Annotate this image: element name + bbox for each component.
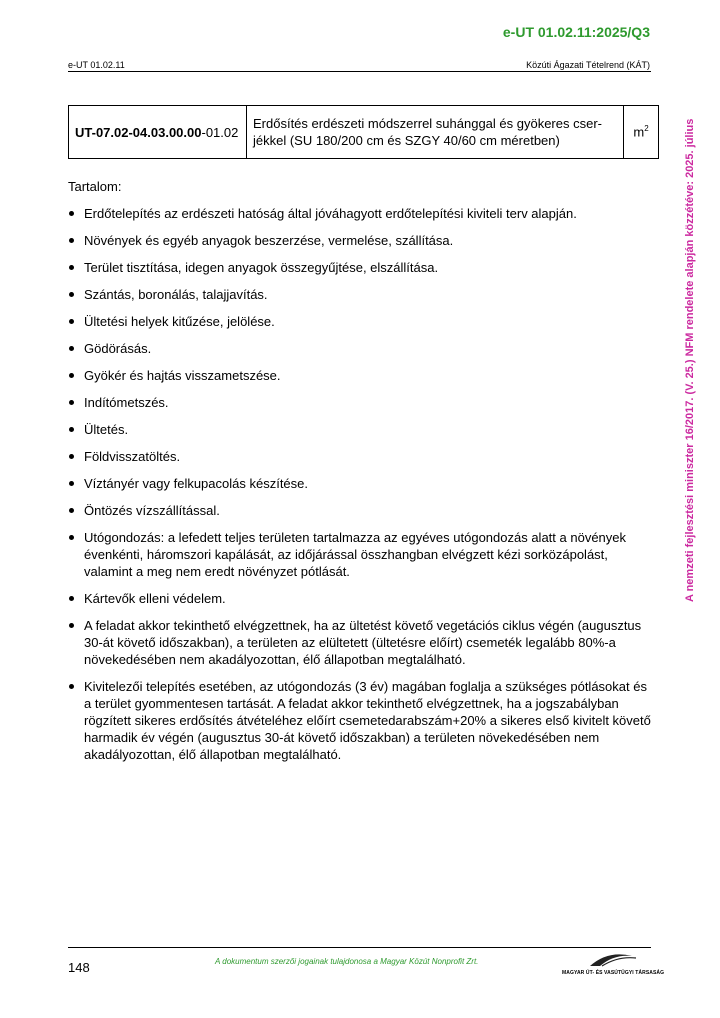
logo-text: MAGYAR ÚT- ÉS VASÚTÜGYI TÁRSASÁG — [562, 970, 665, 976]
list-item: A feladat akkor tekinthető elvégzettnek, ha az ültetést követő vegetációs ciklus végén (augusztus 30-át követő időszakban), a területen az elültetett (ültetésre előírt) csemeték legalább 80%-a növekedésében nem akadályozottan, élő állapotban megtalálható. — [68, 617, 654, 668]
copyright-notice: A dokumentum szerzői jogainak tulajdonosa a Magyar Közút Nonprofit Zrt. — [215, 957, 479, 966]
footer-divider — [68, 947, 651, 948]
publication-side-note: A nemzeti fejlesztési miniszter 16/2017. (V. 25.) NFM rendelete alapján közzétéve: 2025. július — [684, 118, 696, 602]
content-label: Tartalom: — [68, 179, 122, 194]
list-item: Ültetési helyek kitűzése, jelölése. — [68, 313, 654, 330]
list-item: Indítómetszés. — [68, 394, 654, 411]
item-row — [69, 106, 659, 159]
header-right: Közúti Ágazati Tételrend (KÁT) — [526, 60, 650, 70]
header-left: e-UT 01.02.11 — [68, 60, 125, 70]
content-list — [68, 205, 654, 763]
document-code: e-UT 01.02.11:2025/Q3 — [502, 24, 650, 40]
unit-exponent: 2 — [644, 124, 649, 134]
unit-base: m — [633, 124, 645, 140]
list-item: Utógondozás: a lefedett teljes területen tartalmazza az egyéves utógondozás alatt a növények évenkénti, háromszori kapálását, az időjárással összhangban elvégzett kézi sorközápolást, valamint a meg nem eredt növényzet pótlását. — [68, 529, 654, 580]
header-divider — [68, 71, 651, 72]
item-code-main: UT-07.02-04.03.00.00 — [75, 124, 202, 140]
list-item: Öntözés vízszállítással. — [68, 502, 654, 519]
item-code-suffix: -01.02 — [201, 124, 239, 140]
content-section — [68, 178, 654, 773]
list-item: Ültetés. — [68, 421, 654, 438]
list-item: Víztányér vagy felkupacolás készítése. — [68, 475, 654, 492]
list-item: Gödörásás. — [68, 340, 654, 357]
item-description: Erdősítés erdészeti módszerrel suhánggal és gyökeres cser-jékkel (SU 180/200 cm és SZGY 40/60 cm méretben) — [247, 106, 624, 159]
road-swoosh-icon — [562, 950, 654, 970]
company-logo — [562, 950, 665, 976]
list-item: Növények és egyéb anyagok beszerzése, vermelése, szállítása. — [68, 232, 654, 249]
item-code — [69, 106, 247, 159]
item-table — [68, 105, 659, 159]
list-item: Kártevők elleni védelem. — [68, 590, 654, 607]
list-item: Erdőtelepítés az erdészeti hatóság által jóváhagyott erdőtelepítési kiviteli terv alapján. — [68, 205, 654, 222]
list-item: Földvisszatöltés. — [68, 448, 654, 465]
list-item: Kivitelezői telepítés esetében, az utógondozás (3 év) magában foglalja a szükséges pótlásokat és a terület gyommentesen tartását. A feladat akkor tekinthető elvégzettnek, ha a jogszabályban rögzített sikeres erdősítés átvételéhez előírt csemetedarabszám+20% a sikeres első kivitelt követő harmadik év végén (augusztus 30-át követő időszakban) a területen növekedésében nem akadályozottan, élő állapotban megtalálható. — [68, 678, 654, 763]
page-number: 148 — [68, 960, 90, 975]
list-item: Terület tisztítása, idegen anyagok összegyűjtése, elszállítása. — [68, 259, 654, 276]
item-unit — [624, 106, 659, 159]
list-item: Gyökér és hajtás visszametszése. — [68, 367, 654, 384]
list-item: Szántás, boronálás, talajjavítás. — [68, 286, 654, 303]
